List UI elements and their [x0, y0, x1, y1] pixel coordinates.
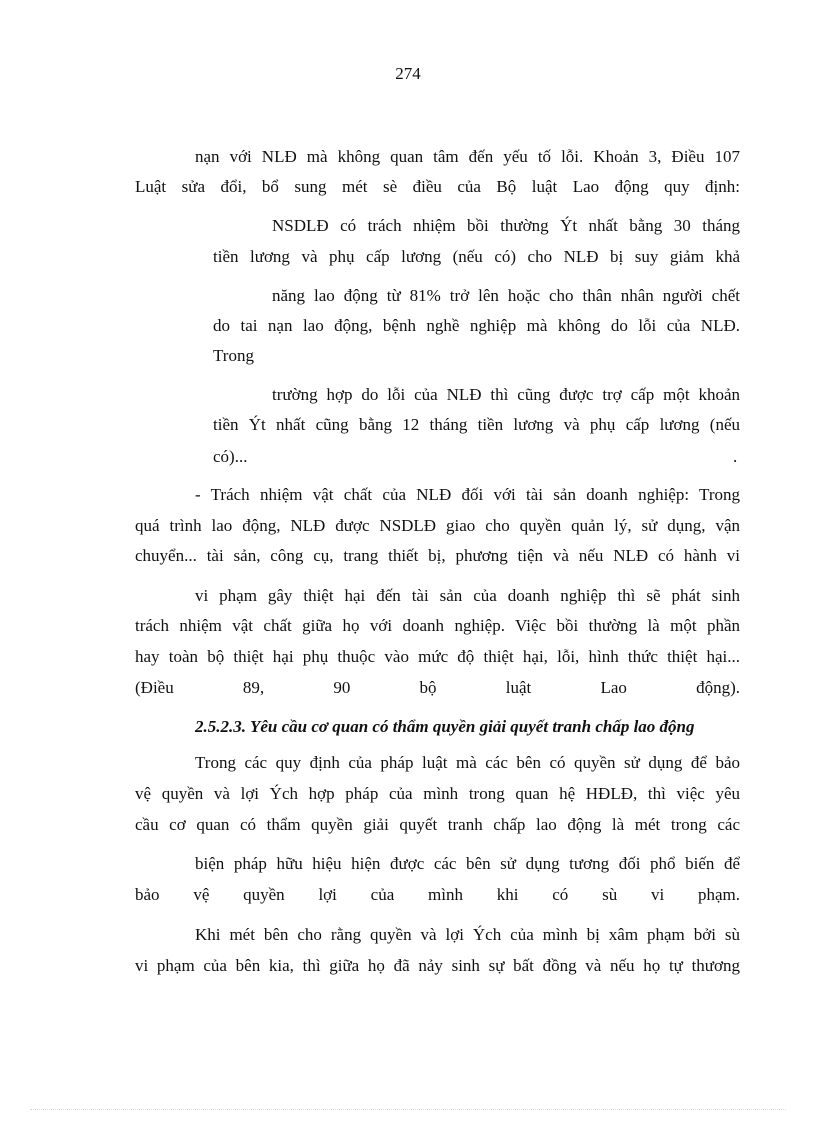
page-number: 274 [395, 64, 421, 83]
text-line: (Điều 89, 90 bộ luật Lao động). [135, 678, 740, 697]
text-line: - Trách nhiệm vật chất của NLĐ đối với tài sản doanh nghiệp: Trong [195, 485, 740, 504]
text-line: tiền lương và phụ cấp lương (nếu có) cho NLĐ bị suy giảm khả [213, 247, 740, 266]
text-line: Trong các quy định của pháp luật mà các bên có quyền sử dụng để bảo [195, 753, 740, 772]
text-line: trách nhiệm vật chất giữa họ với doanh nghiệp. Việc bồi thường là một phần [135, 616, 740, 635]
text-line: vi phạm gây thiệt hại đến tài sản của doanh nghiệp thì sẽ phát sinh [195, 586, 740, 605]
text-line: nạn với NLĐ mà không quan tâm đến yếu tố lỗi. Khoản 3, Điều 107 [195, 147, 740, 166]
text-line: Trong [213, 346, 254, 365]
text-line: cầu cơ quan có thẩm quyền giải quyết tranh chấp lao động là mét trong các [135, 815, 740, 834]
text-line: có)... [213, 447, 248, 466]
section-heading: 2.5.2.3. Yêu cầu cơ quan có thẩm quyền giải quyết tranh chấp lao động [195, 717, 695, 736]
text-line: trường hợp do lỗi của NLĐ thì cũng được trợ cấp một khoản [272, 385, 740, 404]
text-line: vi phạm của bên kia, thì giữa họ đã nảy sinh sự bất đồng và nếu họ tự thương [135, 956, 740, 975]
text-line: Khi mét bên cho rằng quyền và lợi Ých của mình bị xâm phạm bởi sù [195, 925, 740, 944]
text-line: NSDLĐ có trách nhiệm bồi thường Ýt nhất bằng 30 tháng [272, 216, 740, 235]
text-line: năng lao động từ 81% trở lên hoặc cho thân nhân người chết [272, 286, 740, 305]
text-line: Luật sửa đổi, bổ sung mét sè điều của Bộ luật Lao động quy định: [135, 177, 740, 196]
text-line: . [733, 447, 738, 466]
text-line: biện pháp hữu hiệu hiện được các bên sử dụng tương đối phổ biến để [195, 854, 740, 873]
text-line: do tai nạn lao động, bệnh nghề nghiệp mà không do lỗi của NLĐ. [213, 316, 740, 335]
text-line: bảo vệ quyền lợi của mình khi có sù vi phạm. [135, 885, 740, 904]
text-line: chuyển... tài sản, công cụ, trang thiết bị, phương tiện và nếu NLĐ có hành vi [135, 546, 740, 565]
text-line: vệ quyền và lợi Ých hợp pháp của mình trong quan hệ HĐLĐ, thì việc yêu [135, 784, 740, 803]
text-line: tiền Ýt nhất cũng bằng 12 tháng tiền lương và phụ cấp lương (nếu [213, 415, 740, 434]
page-bottom-rule [30, 1109, 786, 1110]
text-line: hay toàn bộ thiệt hại phụ thuộc vào mức độ thiệt hại, lỗi, hình thức thiệt hại... [135, 647, 740, 666]
text-line: quá trình lao động, NLĐ được NSDLĐ giao cho quyền quản lý, sử dụng, vận [135, 516, 740, 535]
